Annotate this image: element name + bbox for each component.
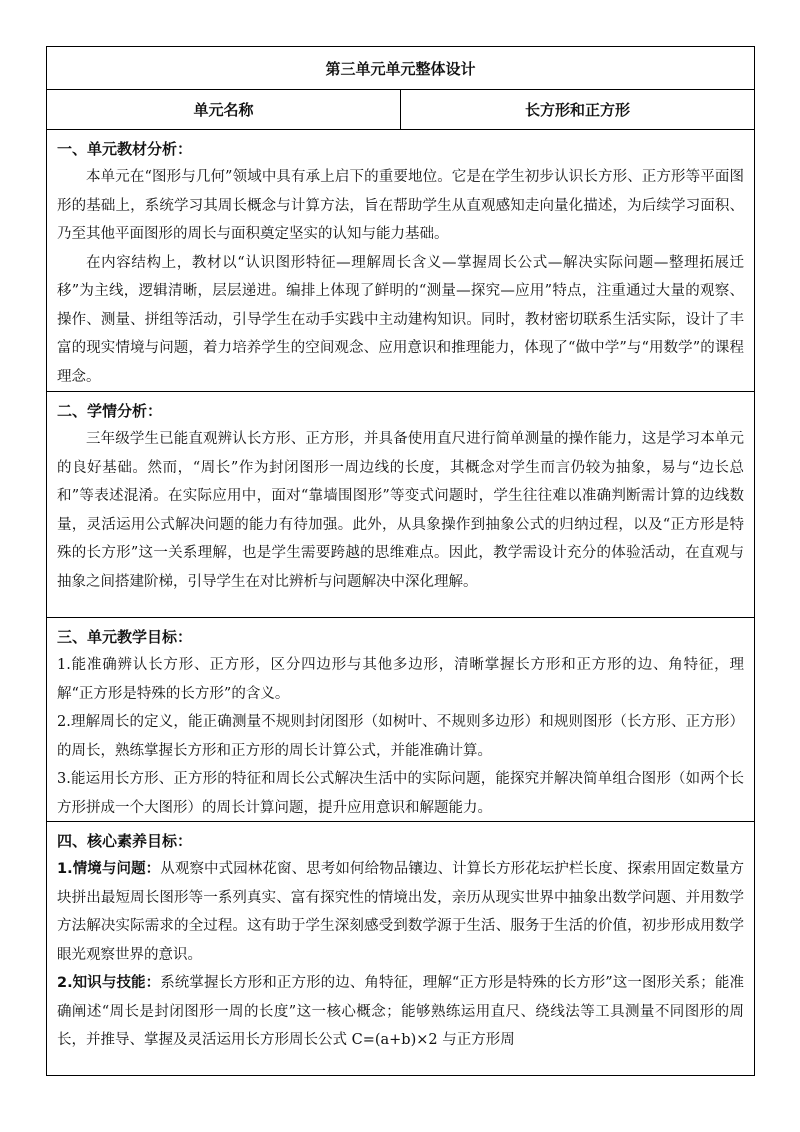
paragraph: 三年级学生已能直观辨认长方形、正方形，并具备使用直尺进行简单测量的操作能力，这是学习本单元的良好基础。然而，“周长”作为封闭图形一周边线的长度，其概念对学生而言仍较为抽象，易与“边长总和”等表述混淆。在实际应用中，面对“靠墙围图形”等变式问题时，学生往往难以准确判断需计算的边线数量，灵活运用公式解决问题的能力有待加强。此外，从具象操作到抽象公式的归纳过程，以及“正方形是特殊的长方形”这一关系理解，也是学生需要跨越的思维难点。因此，教学需设计充分的体验活动，在直观与抽象之间搭建阶梯，引导学生在对比辨析与问题解决中深化理解。 (57, 431, 744, 590)
section-heading: 二、学情分析： (57, 402, 163, 420)
document-title: 第三单元单元整体设计 (47, 47, 754, 90)
section-learner-analysis (47, 392, 754, 618)
item-text: 系统掌握长方形和正方形的边、角特征，理解“正方形是特殊的长方形”这一图形关系；能准确阐述“周长是封闭图形一周的长度”这一核心概念；能够熟练运用直尺、绕线法等工具测量不同图形的周长，并推导、掌握及灵活运用长方形周长公式 C=(a+b)×2 与正方形周 (57, 975, 744, 1048)
goal-item: 3.能运用长方形、正方形的特征和周长公式解决生活中的实际问题，能探究并解决简单组合图形（如两个长方形拼成一个大图形）的周长计算问题，提升应用意识和解题能力。 (57, 771, 744, 816)
unit-name-label: 单元名称 (193, 101, 254, 119)
literacy-item (57, 855, 744, 969)
section-textbook-analysis (47, 130, 754, 392)
item-text: 从观察中式园林花窗、思考如何给物品镶边、计算长方形花坛护栏长度、探索用固定数量方块拼出最短周长图形等一系列真实、富有探究性的情境出发，亲历从现实世界中抽象出数学问题、并用数学方法解决实际需求的全过程。这有助于学生深刻感受到数学源于生活、服务于生活的价值，初步形成用数学眼光观察世界的意识。 (57, 861, 744, 963)
goal-item: 1.能准确辨认长方形、正方形，区分四边形与其他多边形，清晰掌握长方形和正方形的边、角特征，理解“正方形是特殊的长方形”的含义。 (57, 657, 744, 702)
item-lead: 2.知识与技能： (57, 975, 161, 991)
paragraph: 在内容结构上，教材以“认识图形特征—理解周长含义—掌握周长公式—解决实际问题—整理拓展迁移”为主线，逻辑清晰，层层递进。编排上体现了鲜明的“测量—探究—应用”特点，注重通过大量的观察、操作、测量、拼组等活动，引导学生在动手实践中主动建构知识。同时，教材密切联系生活实际，设计了丰富的现实情境与问题，着力培养学生的空间观念、应用意识和推理能力，体现了“做中学”与“用数学”的课程理念。 (57, 254, 744, 385)
section-heading: 三、单元教学目标： (57, 628, 193, 646)
unit-name-row (47, 90, 754, 130)
goal-item: 2.理解周长的定义，能正确测量不规则封闭图形（如树叶、不规则多边形）和规则图形（长方形、正方形）的周长，熟练掌握长方形和正方形的周长计算公式，并能准确计算。 (57, 714, 744, 759)
unit-name-value: 长方形和正方形 (400, 90, 754, 129)
literacy-item (57, 969, 744, 1055)
section-teaching-goals (47, 618, 754, 822)
item-lead: 1.情境与问题： (57, 861, 161, 877)
section-core-literacy-goals (47, 822, 754, 1075)
unit-design-table (46, 46, 755, 1076)
section-heading: 四、核心素养目标： (57, 832, 193, 850)
paragraph: 本单元在“图形与几何”领域中具有承上启下的重要地位。它是在学生初步认识长方形、正方形等平面图形的基础上，系统学习其周长概念与计算方法，旨在帮助学生从直观感知走向量化描述，为后续学习面积、乃至其他平面图形的周长与面积奠定坚实的认知与能力基础。 (57, 169, 744, 242)
section-heading: 一、单元教材分析： (57, 140, 193, 158)
